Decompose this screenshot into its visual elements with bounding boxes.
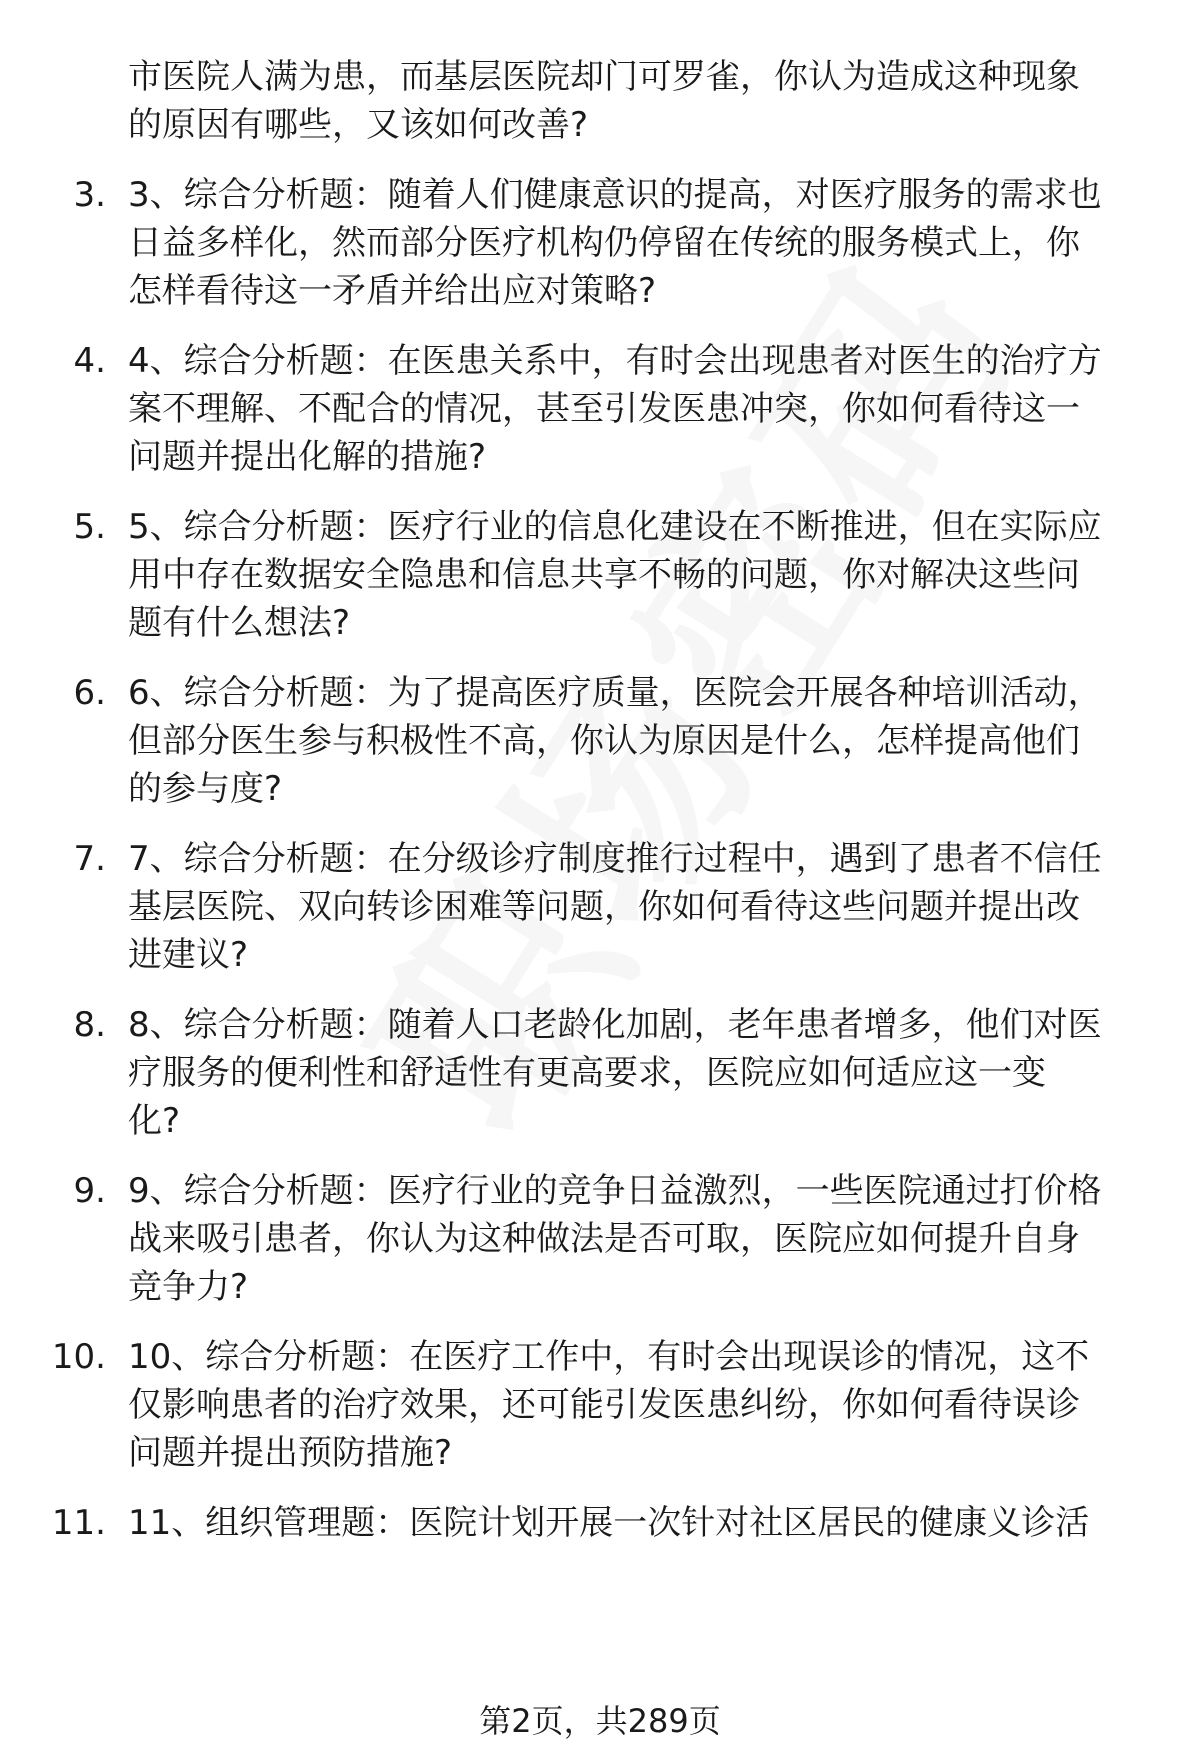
item-number: 7. — [73, 839, 106, 879]
item-line: 化? — [128, 1101, 181, 1141]
item-number: 8. — [73, 1005, 106, 1045]
item-number: 3. — [73, 175, 106, 215]
item-line: 3、综合分析题：随着人们健康意识的提高，对医疗服务的需求也 — [128, 175, 1102, 215]
item-line: 用中存在数据安全隐患和信息共享不畅的问题，你对解决这些问 — [128, 555, 1080, 595]
item-number: 11. — [51, 1503, 106, 1543]
item-line: 问题并提出预防措施? — [128, 1433, 453, 1473]
item-line: 6、综合分析题：为了提高医疗质量，医院会开展各种培训活动， — [128, 673, 1102, 713]
item-line: 题有什么想法? — [128, 603, 351, 643]
item-line: 日益多样化，然而部分医疗机构仍停留在传统的服务模式上，你 — [128, 223, 1080, 263]
item-line: 市医院人满为患，而基层医院却门可罗雀，你认为造成这种现象 — [128, 57, 1080, 97]
item-line: 怎样看待这一矛盾并给出应对策略? — [128, 271, 657, 311]
item-line: 进建议? — [128, 935, 249, 975]
item-line: 战来吸引患者，你认为这种做法是否可取，医院应如何提升自身 — [128, 1219, 1080, 1259]
page-footer: 第2页，共289页 — [479, 1702, 721, 1740]
item-number: 6. — [73, 673, 106, 713]
item-line: 8、综合分析题：随着人口老龄化加剧，老年患者增多，他们对医 — [128, 1005, 1102, 1045]
item-number: 9. — [73, 1171, 106, 1211]
item-line: 4、综合分析题：在医患关系中，有时会出现患者对医生的治疗方 — [128, 341, 1102, 381]
item-line: 仅影响患者的治疗效果，还可能引发医患纠纷，你如何看待误诊 — [128, 1385, 1080, 1425]
item-line: 的原因有哪些，又该如何改善? — [128, 105, 589, 145]
item-number: 4. — [73, 341, 106, 381]
item-line: 基层医院、双向转诊困难等问题，你如何看待这些问题并提出改 — [128, 887, 1080, 927]
item-line: 5、综合分析题：医疗行业的信息化建设在不断推进，但在实际应 — [128, 507, 1102, 547]
item-number: 10. — [51, 1337, 106, 1377]
item-line: 竞争力? — [128, 1267, 249, 1307]
item-line: 的参与度? — [128, 769, 283, 809]
item-line: 9、综合分析题：医疗行业的竞争日益激烈，一些医院通过打价格 — [128, 1171, 1102, 1211]
item-number: 5. — [73, 507, 106, 547]
item-line: 7、综合分析题：在分级诊疗制度推行过程中，遇到了患者不信任 — [128, 839, 1102, 879]
item-line: 10、综合分析题：在医疗工作中，有时会出现误诊的情况，这不 — [128, 1337, 1090, 1377]
item-line: 案不理解、不配合的情况，甚至引发医患冲突，你如何看待这一 — [128, 389, 1080, 429]
item-line: 11、组织管理题：医院计划开展一次针对社区居民的健康义诊活 — [128, 1503, 1090, 1543]
item-line: 问题并提出化解的措施? — [128, 437, 487, 477]
item-line: 但部分医生参与积极性不高，你认为原因是什么，怎样提高他们 — [128, 721, 1080, 761]
item-line: 疗服务的便利性和舒适性有更高要求，医院应如何适应这一变 — [128, 1053, 1046, 1093]
